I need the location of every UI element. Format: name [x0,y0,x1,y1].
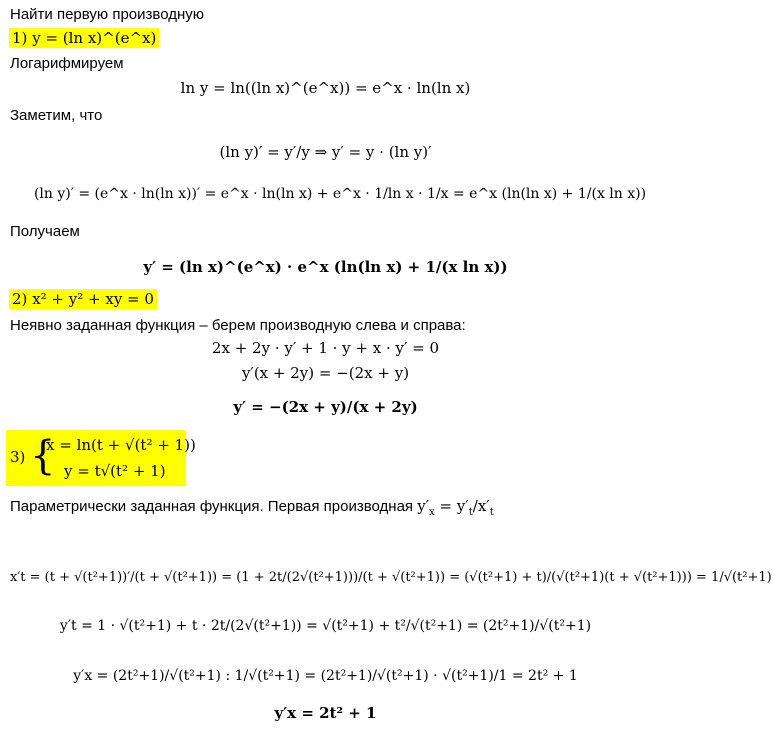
problem-3-header [6,430,196,486]
step-log-label: Логарифмируем [10,55,124,72]
note-label: Заметим, что [10,107,103,124]
eq-implicit-1: 2x + 2y · y′ + 1 · y + x · y′ = 0 [211,339,440,357]
eq-log: ln y = ln((ln x)^(e^x)) = e^x · ln(ln x) [180,79,471,97]
problem-2-label: 2) [12,290,28,308]
result-label: Получаем [10,223,80,240]
result-2: y′ = −(2x + y)/(x + 2y) [233,398,418,416]
task-title: Найти первую производную [10,6,204,23]
eq-implicit-2: y′(x + 2y) = −(2x + y) [241,364,410,382]
problem-1-label: 1) [12,29,28,47]
eq-yt: y′t = 1 · √(t²+1) + t · 2t/(2√(t²+1)) = √(t²+1) + t²/√(t²+1) = (2t²+1)/√(t²+1) [59,618,592,634]
result-1: y′ = (ln x)^(e^x) · e^x (ln(ln x) + 1/(x ln x)) [143,258,508,276]
param-yx-formula: $y'_x = y'_t/x'_t$ [417,497,494,518]
param-text [10,497,494,522]
problem-3-label: 3) [10,448,26,466]
param-text-label: Параметрически заданная функция. Первая производная [10,498,414,515]
system-eq-2: y = t√(t² + 1) [64,462,166,480]
eq-xt: x′t = (t + √(t²+1))′/(t + √(t²+1)) = (1 + 2t/(2√(t²+1)))/(t + √(t²+1)) = (√(t²+1) + t)/(√(t²+1)(t + √(t²+1))) = 1/√(t²+1) [10,570,772,585]
eq-note: (ln y)′ = y′/y ⇒ y′ = y · (ln y)′ [219,143,432,161]
problem-2-header [9,289,157,309]
eq-yx: y′x = (2t²+1)/√(t²+1) : 1/√(t²+1) = (2t²+1)/√(t²+1) · √(t²+1)/1 = 2t² + 1 [73,668,578,684]
result-3: y′x = 2t² + 1 [274,704,377,722]
problem-1-equation: y = (ln x)^(e^x) [32,29,157,47]
implicit-text: Неявно заданная функция – берем производную слева и справа: [10,317,466,334]
eq-deriv: (ln y)′ = (e^x · ln(ln x))′ = e^x · ln(ln x) + e^x · 1/ln x · 1/x = e^x (ln(ln x) + 1/(x ln x)) [33,186,647,202]
problem-1-header [9,28,159,48]
problem-2-equation: x² + y² + xy = 0 [32,290,154,308]
system-brace: { [30,433,56,479]
system-eq-1: x = ln(t + √(t² + 1)) [46,436,196,454]
